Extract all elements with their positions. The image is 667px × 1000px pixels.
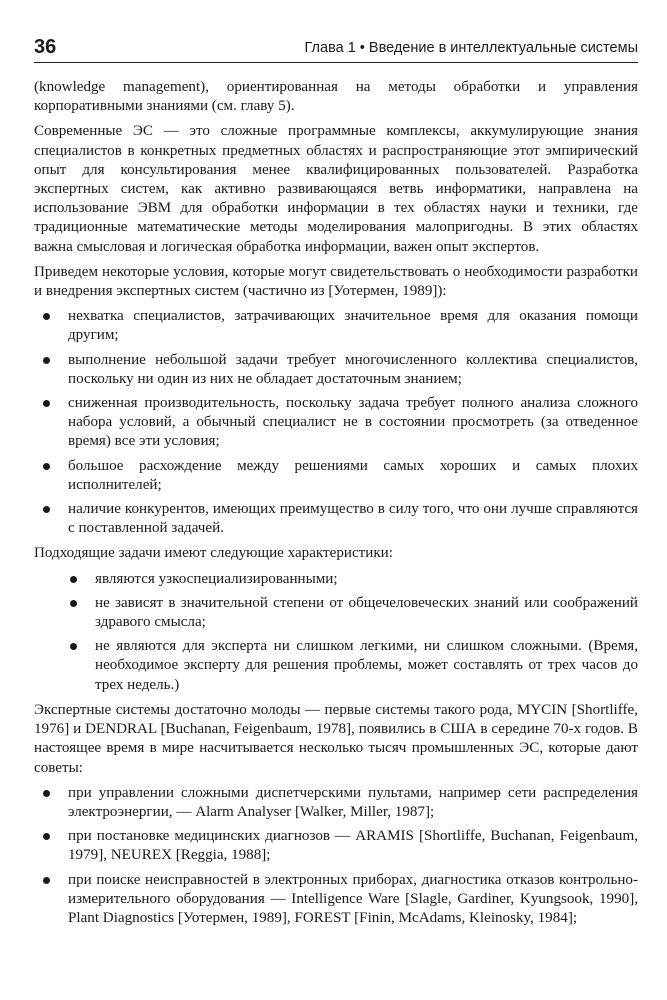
conditions-list xyxy=(34,307,638,538)
list-item-text: наличие конкурентов, имеющих преимущество в силу того, что они лучше справляются с поставленной задачей. xyxy=(68,501,638,537)
list-item xyxy=(34,827,638,865)
list-item-text: при постановке медицинских диагнозов — ARAMIS [Shortliffe, Buchanan, Feigenbaum, 1979], NEUREX [Reggia, 1988]; xyxy=(68,828,638,864)
paragraph: Экспертные системы достаточно молоды — первые системы такого рода, MYCIN [Shortliffe, 1976] и DENDRAL [Buchanan, Feigenbaum, 1978], появились в США в середине 70-х годов. В настоящее время в мире насчитывается несколько тысяч промышленных ЭС, которые дают советы: xyxy=(34,701,638,776)
list-item xyxy=(34,307,638,345)
list-item-text: не являются для эксперта ни слишком легкими, ни слишком сложными. (Время, необходимое эксперту для решения проблемы, может составлять от трех часов до трех недель.) xyxy=(95,638,638,693)
bullet-icon xyxy=(70,643,77,650)
list-item xyxy=(34,394,638,452)
list-item-text: являются узкоспециализированными; xyxy=(95,570,338,587)
paragraph: Подходящие задачи имеют следующие характеристики: xyxy=(34,545,393,562)
bullet-icon xyxy=(43,506,50,513)
expert-systems-list xyxy=(34,784,638,928)
list-item-text: не зависят в значительной степени от общечеловеческих знаний или соображений здравого смысла; xyxy=(95,594,638,631)
list-item xyxy=(34,570,638,589)
list-item-text: большое расхождение между решениями самых хороших и самых плохих исполнителей; xyxy=(68,457,638,493)
paragraph: Приведем некоторые условия, которые могут свидетельствовать о необходимости разработки и внедрения экспертных систем (частично из [Уотермен, 1989]): xyxy=(34,263,638,300)
page-body xyxy=(34,78,638,934)
list-item xyxy=(34,351,638,389)
characteristics-list xyxy=(34,570,638,695)
list-item-text: при управлении сложными диспетчерскими пультами, например сети распределения электроэнергии, — Alarm Analyser [Walker, Miller, 1987]; xyxy=(68,784,638,820)
paragraph: Современные ЭС — это сложные программные комплексы, аккумулирующие знания специалистов в конкретных предметных областях и распространяющие этот эмпирический опыт для консультирования менее квалифицированных пользователей. Разработка экспертных систем, как активно развивающаяся ветвь информатики, направлена на использование ЭВМ для обработки информации в тех областях науки и техники, где традиционные математические методы моделирования малопригодны. В этих областях важна смысловая и логическая обработка информации, важен опыт экспертов. xyxy=(34,123,638,255)
bullet-icon xyxy=(43,790,50,797)
list-item xyxy=(34,500,638,538)
bullet-icon xyxy=(70,600,77,607)
running-head: Глава 1 • Введение в интеллектуальные системы xyxy=(304,40,638,56)
list-item xyxy=(34,871,638,929)
bullet-icon xyxy=(43,877,50,884)
list-item xyxy=(34,594,638,632)
paragraph: (knowledge management), ориентированная на методы обработки и управления корпоративными знаниями (см. главу 5). xyxy=(34,79,638,115)
list-item xyxy=(34,784,638,822)
list-item-text: сниженная производительность, поскольку задача требует полного анализа сложного набора условий, а обычный специалист не в состоянии просмотреть (за отведенное время) все эти условия; xyxy=(68,395,638,450)
list-item-text: нехватка специалистов, затрачивающих значительное время для оказания помощи другим; xyxy=(68,308,638,344)
bullet-icon xyxy=(43,313,50,320)
bullet-icon xyxy=(43,357,50,364)
bullet-icon xyxy=(43,400,50,407)
bullet-icon xyxy=(43,833,50,840)
page-number: 36 xyxy=(34,36,57,58)
page-header xyxy=(34,36,638,63)
list-item-text: выполнение небольшой задачи требует многочисленного коллектива специалистов, поскольку ни один из них не обладает достаточным знанием; xyxy=(68,351,638,387)
list-item xyxy=(34,457,638,495)
list-item-text: при поиске неисправностей в электронных приборах, диагностика отказов контрольно-измерительного оборудования — Intelligence Ware [Slagle, Gardiner, Kyungsook, 1990], Plant Diagnostics [Уотермен, 1989], FOREST [Finin, McAdams, Kleinosky, 1984]; xyxy=(68,871,638,926)
bullet-icon xyxy=(43,463,50,470)
list-item xyxy=(34,637,638,695)
bullet-icon xyxy=(70,576,77,583)
